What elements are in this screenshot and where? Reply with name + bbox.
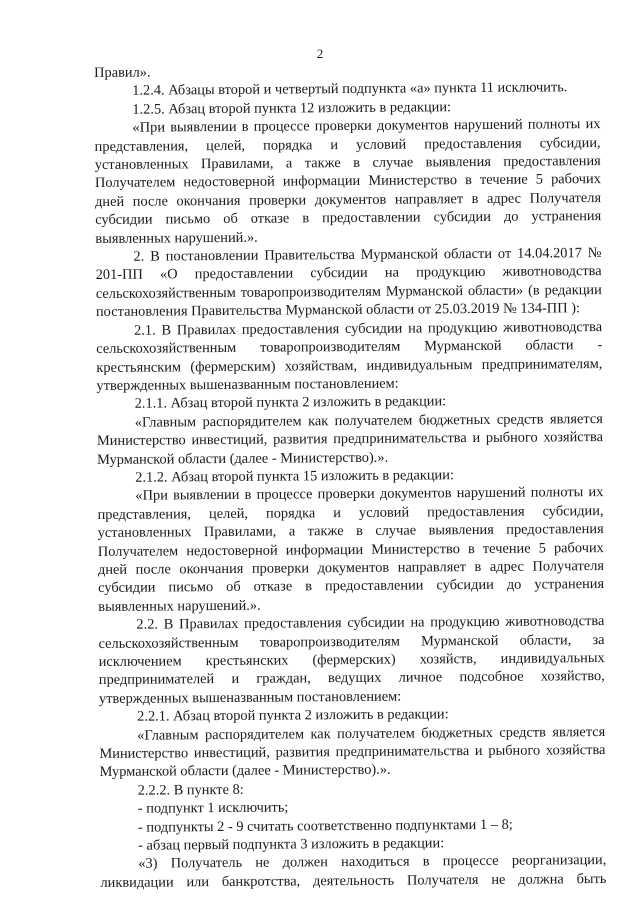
paragraph-1-2-5: 1.2.5. Абзац второй пункта 12 изложить в редакции: xyxy=(132,99,452,118)
paragraph-2-2-1: 2.2.1. Абзац второй пункта 2 изложить в редакции: xyxy=(137,706,449,725)
quoted-paragraph-subpoint-3: «3) Получатель не должен находиться в процессе реорганизации, ликвидации или банкротства, деятельность Получателя не должна быть xyxy=(100,852,607,891)
paragraph-2-2-2: 2.2.2. В пункте 8: xyxy=(137,781,244,799)
paragraph-2-1-1: 2.1.1. Абзац второй пункта 2 изложить в редакции: xyxy=(134,393,447,413)
document-body xyxy=(94,60,606,892)
list-item-subpoint-3-edit: - абзац первый подпункта 3 изложить в редакции: xyxy=(138,835,445,854)
paragraph-2-2: 2.2. В Правилах предоставления субсидии на продукцию животноводства сельскохозяйственным товаропроизводителям Мурманской области, за исключением крестьянских (фермерских) хозяйств, индивидуальных предпринимателей и граждан, ведущих личное подсобное хозяйство, утвержденных вышеназванным постановлением: xyxy=(98,613,605,707)
quoted-paragraph-main-administrator-1: «Главным распорядителем как получателем бюджетных средств является Министерство инвестиций, развития предпринимательства и рыбного хозяйства Мурманской области (далее - Министерство).». xyxy=(96,410,604,468)
list-item-renumber-subpoints: - подпункты 2 - 9 считать соответственно подпунктами 1 – 8; xyxy=(137,816,513,836)
page-number: 2 xyxy=(316,46,324,61)
quoted-paragraph-violations-2: «При выявлении в процессе проверки документов нарушений полноты их представления, целей, порядка и условий предоставления субсидии, установленных Правилами, а также в случае выявления предоставления Получателем недостоверной информации Министерство в течение 5 рабочих дней после окончания проверки документов направляет в адрес Получателя субсидии письмо об отказе в предоставлении субсидии до устранения выявленных нарушений.». xyxy=(97,484,605,615)
quoted-paragraph-main-administrator-2: «Главным распорядителем как получателем бюджетных средств является Министерство инвестиций, развития предпринимательства и рыбного хозяйства Мурманской области (далее - Министерство).». xyxy=(99,723,606,781)
list-item-exclude-subpoint-1: - подпункт 1 исключить; xyxy=(137,799,289,817)
paragraph-continuation: Правил». xyxy=(94,64,151,81)
paragraph-2-1-2: 2.1.2. Абзац второй пункта 15 изложить в редакции: xyxy=(135,467,454,486)
paragraph-2-1: 2.1. В Правилах предоставления субсидии на продукцию животноводства сельскохозяйственным товаропроизводителям Мурманской области - крестьянским (фермерским) хозяйствам, индивидуальным предпринимателям, утвержденных вышеназванным постановлением: xyxy=(96,318,603,394)
paragraph-section-2: 2. В постановлении Правительства Мурманской области от 14.04.2017 № 201-ПП «О предоставлении субсидии на продукцию животноводства сельскохозяйственным товаропроизводителям Мурманской области» (в редакции постановления Правительства Мурманской области от 25.03.2019 № 134-ПП ): xyxy=(95,245,602,321)
paragraph-1-2-4: 1.2.4. Абзацы второй и четвертый подпункта «а» пункта 11 исключить. xyxy=(132,79,568,100)
quoted-paragraph-violations-1: «При выявлении в процессе проверки документов нарушений полноты их представления, целей, порядка и условий предоставления субсидии, установленных Правилами, а также в случае выявления предоставления Получателем недостоверной информации Министерство в течение 5 рабочих дней после окончания проверки документов направляет в адрес Получателя субсидии письмо об отказе в предоставлении субсидии до устранения выявленных нарушений.». xyxy=(94,116,602,247)
